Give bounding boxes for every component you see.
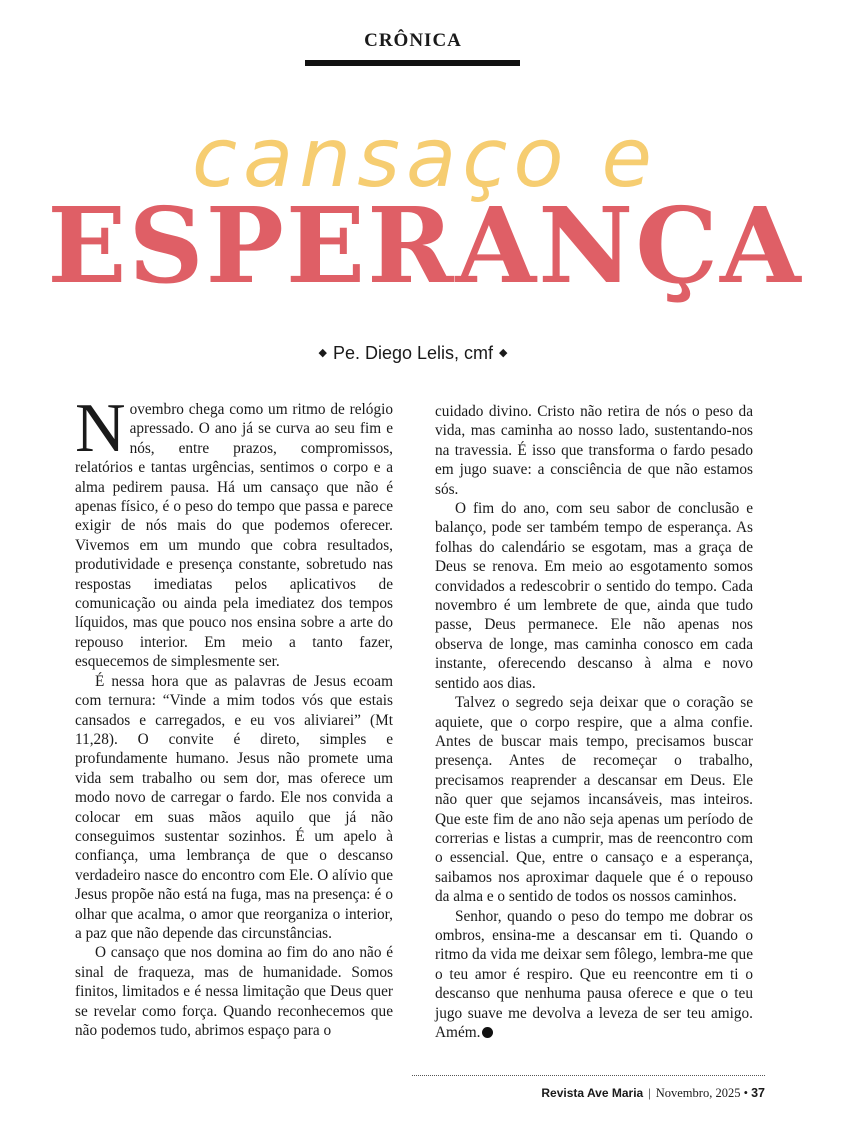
paragraph: Talvez o segredo seja deixar que o coração se aquiete, que o corpo respire, que a alma confie. Antes de buscar mais tempo, precisamos buscar presença. Antes de recomeçar o trabalho, precisamos reaprender a descansar em Deus. Ele não quer que sejamos incansáveis, mas inteiros. Que este fim de ano não seja apenas um período de correrias e listas a cumprir, mas de reencontro com o essencial. Que, entre o cansaço e a esperança, saibamos nos aproximar daquele que é o repouso da alma e o sentido de todos os nossos caminhos. <box>435 694 753 906</box>
paragraph-text: Senhor, quando o peso do tempo me dobrar os ombros, ensina-me a descansar em ti. Quando o ritmo da vida me deixar sem fôlego, lembra-me que o teu amor é respiro. Que eu reencontre em ti o descanso que nenhuma pausa oferece e que o teu jugo suave me devolva a leveza de ser teu amigo. Amém. <box>435 907 753 1041</box>
title-main: ESPERANÇA <box>47 184 803 307</box>
paragraph <box>75 390 393 672</box>
article-column-left <box>75 390 393 1040</box>
footer-separator: | <box>648 1086 651 1100</box>
paragraph: cuidado divino. Cristo não retira de nós o peso da vida, mas caminha ao nosso lado, sustentando-nos na travessia. É isso que transforma o fardo pesado em jugo suave: a consciência de que não estamos sós. <box>435 403 753 498</box>
drop-cap: N <box>75 390 126 467</box>
diamond-icon: ◆ <box>318 347 327 359</box>
article-column-right <box>435 402 753 1042</box>
paragraph: O cansaço que nos domina ao fim do ano não é sinal de fraqueza, mas de humanidade. Somos finitos, limitados e é nessa limitação que Deus quer se revelar como força. Quando reconhecemos que não podemos tudo, abrimos espaço para o <box>75 944 393 1039</box>
section-rule <box>305 60 520 66</box>
diamond-icon: ◆ <box>499 347 508 359</box>
paragraph: É nessa hora que as palavras de Jesus ecoam com ternura: “Vinde a mim todos vós que estais cansados e carregados, e eu vos aliviarei” (Mt 11,28). O convite é direto, simples e profundamente humano. Jesus não promete uma vida sem trabalho ou sem dor, mas oferece um modo novo de carregar o fardo. Ele nos convida a colocar em suas mãos aquilo que já não conseguimos sustentar sozinhos. É um apelo à confiança, uma lembrança de que o descanso verdadeiro nasce do encontro com Ele. O alívio que Jesus propõe não está na fuga, mas na presença: é o olhar que acalma, o amor que reorganiza o interior, a paz que não depende das circunstâncias. <box>75 672 393 942</box>
footer-bullet: • <box>743 1086 748 1100</box>
paragraph <box>435 907 753 1043</box>
end-mark-icon <box>482 1027 493 1038</box>
page-number: 37 <box>751 1086 765 1100</box>
issue-date: Novembro, 2025 <box>655 1086 741 1100</box>
author-name: Pe. Diego Lelis, cmf <box>332 343 494 363</box>
paragraph-text: ovembro chega como um ritmo de relógio apressado. O ano já se curva ao seu fim e nós, entre prazos, compromissos, relatórios e tantas urgências, sentimos o corpo e a alma pedirem pausa. Há um cansaço que não é apenas físico, é o peso do tempo que passa e parece exigir de nós mais do que podemos oferecer. Vivemos em um mundo que cobra resultados, produtividade e presença constante, sobretudo nas respostas imediatas pelos aplicativos de comunicação ou ainda pela imediatez dos tempos líquidos, mas que pouco nos ensina sobre a arte do repouso interior. Em meio a tanto fazer, esquecemos de simplesmente ser. <box>75 401 393 671</box>
section-label: CRÔNICA <box>364 30 462 51</box>
title-script: cansaço e <box>191 111 659 206</box>
paragraph: O fim do ano, com seu sabor de conclusão e balanço, pode ser também tempo de esperança. As folhas do calendário se esgotam, mas a graça de Deus se renova. Em meio ao esgotamento somos convidados a redescobrir o sentido do tempo. Cada novembro é um lembrete de que, ainda que tudo passe, Deus permanece. Ele não apenas nos observa de longe, mas caminha conosco em cada instante, oferecendo descanso à alma e novo sentido aos dias. <box>435 500 753 692</box>
byline <box>0 343 826 364</box>
footer-rule <box>412 1075 765 1076</box>
page-footer <box>541 1086 765 1101</box>
magazine-name: Revista Ave Maria <box>541 1086 644 1100</box>
